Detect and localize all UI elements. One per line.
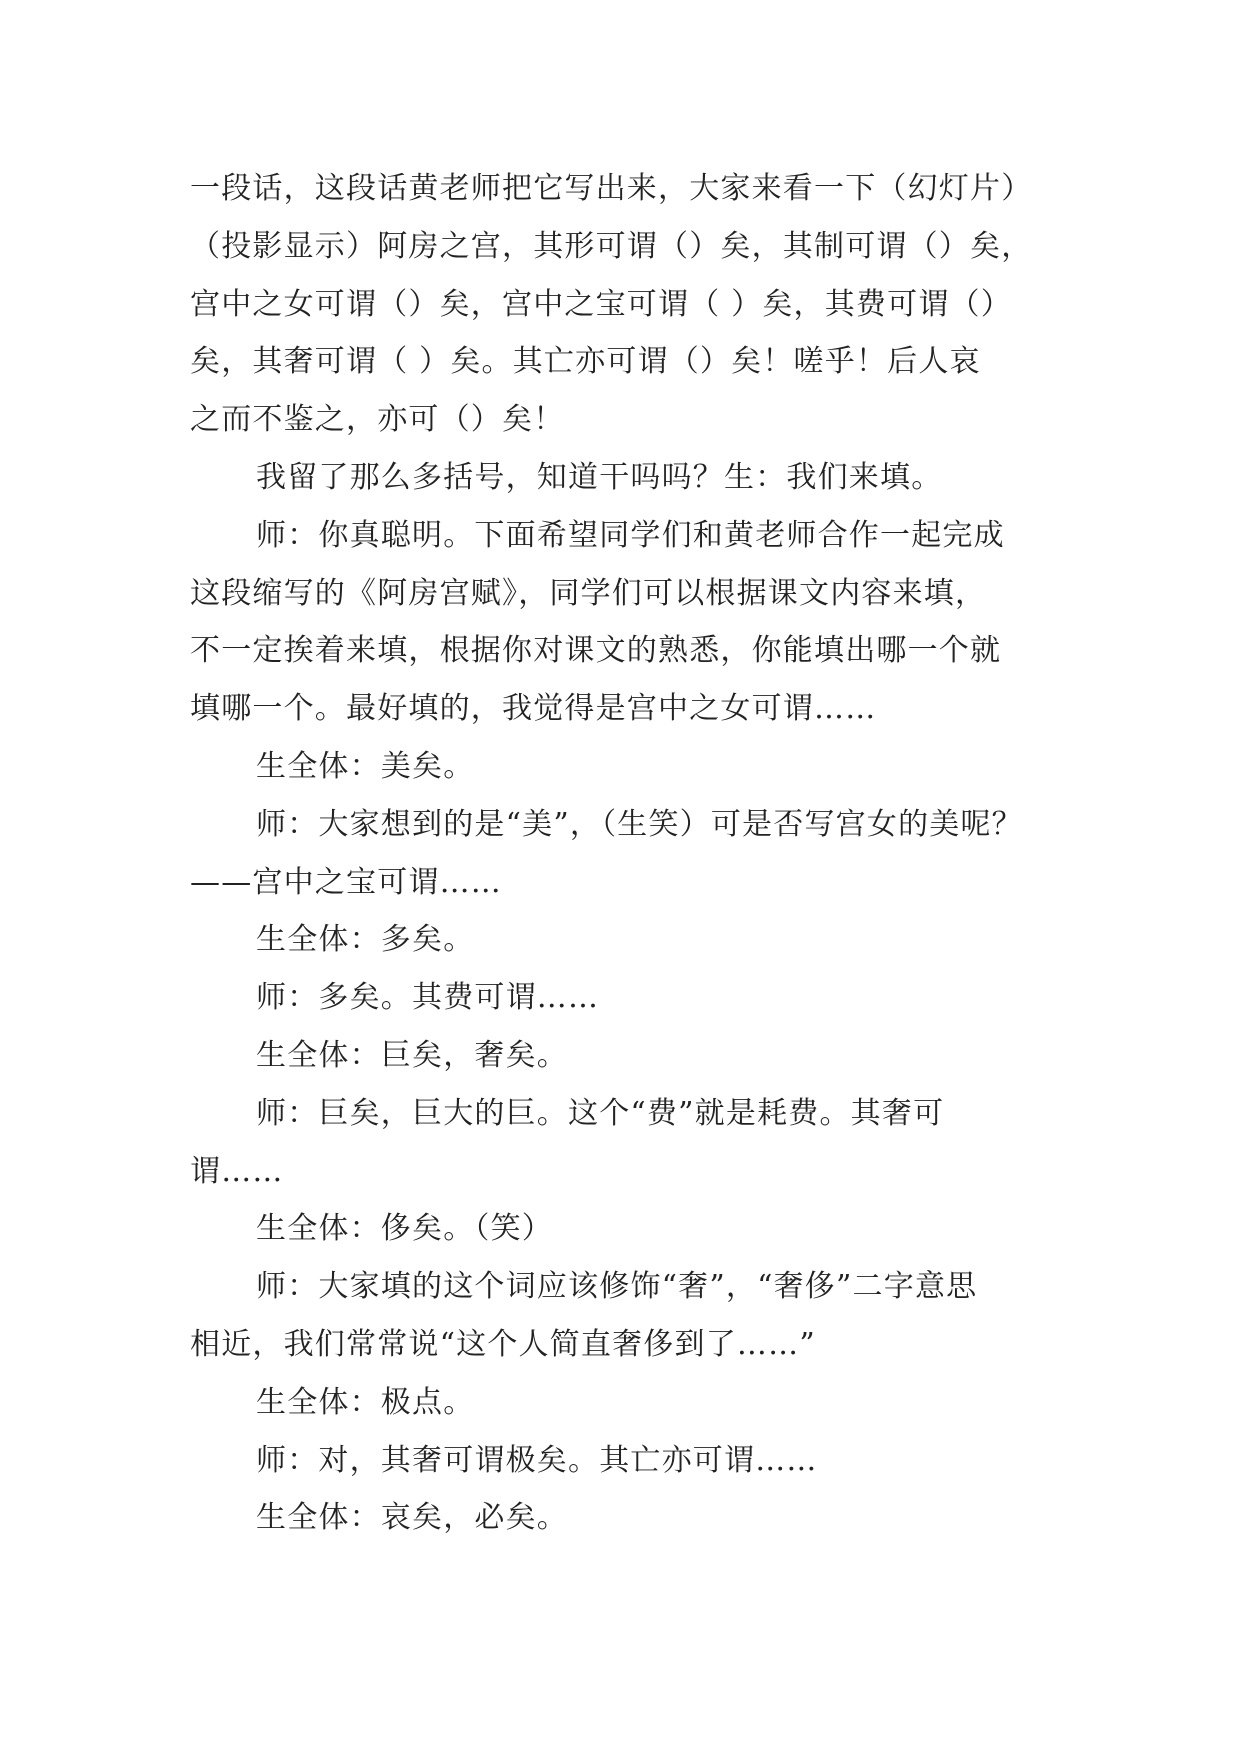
text-line: 不一定挨着来填，根据你对课文的熟悉，你能填出哪一个就	[190, 633, 1002, 669]
text-line: 师：多矣。其费可谓……	[256, 980, 600, 1016]
text-line: 矣，其奢可谓（ ）矣。其亡亦可谓（）矣！嗟乎！后人哀	[190, 344, 981, 380]
text-line: 生全体：巨矣，奢矣。	[256, 1037, 568, 1073]
text-line: 这段缩写的《阿房宫赋》，同学们可以根据课文内容来填，	[190, 575, 987, 611]
text-line: 我留了那么多括号，知道干吗吗？生：我们来填。	[256, 459, 943, 495]
text-line: 宫中之女可谓（）矣，宫中之宝可谓（ ）矣，其费可谓（）	[190, 286, 1012, 322]
text-line: （投影显示）阿房之宫，其形可谓（）矣，其制可谓（）矣，	[190, 228, 1033, 264]
text-line: 谓……	[190, 1153, 284, 1189]
document-body	[190, 160, 1050, 1547]
text-line: 相近，我们常常说“这个人简直奢侈到了……”	[190, 1326, 816, 1362]
text-line: 师：巨矣，巨大的巨。这个“费”就是耗费。其奢可	[256, 1095, 945, 1131]
text-line: 生全体：美矣。	[256, 748, 475, 784]
text-line: 生全体：哀矣，必矣。	[256, 1500, 568, 1536]
text-line: 一段话，这段话黄老师把它写出来，大家来看一下（幻灯片）	[190, 171, 1033, 206]
text-line: 师：你真聪明。下面希望同学们和黄老师合作一起完成	[256, 517, 1005, 553]
text-line: 师：对，其奢可谓极矣。其亡亦可谓……	[256, 1442, 818, 1478]
text-line: 之而不鉴之，亦可（）矣！	[190, 402, 565, 438]
text-line: 填哪一个。最好填的，我觉得是宫中之女可谓……	[190, 691, 877, 727]
text-line: ——宫中之宝可谓……	[190, 864, 502, 900]
text-line: 生全体：侈矣。（笑）	[256, 1211, 553, 1247]
text-line: 师：大家想到的是“美”，（生笑）可是否写宫女的美呢？	[256, 806, 1023, 842]
text-line: 生全体：极点。	[256, 1384, 475, 1420]
text-line: 师：大家填的这个词应该修饰“奢”，“奢侈”二字意思	[256, 1269, 978, 1305]
text-line: 生全体：多矣。	[256, 922, 475, 958]
